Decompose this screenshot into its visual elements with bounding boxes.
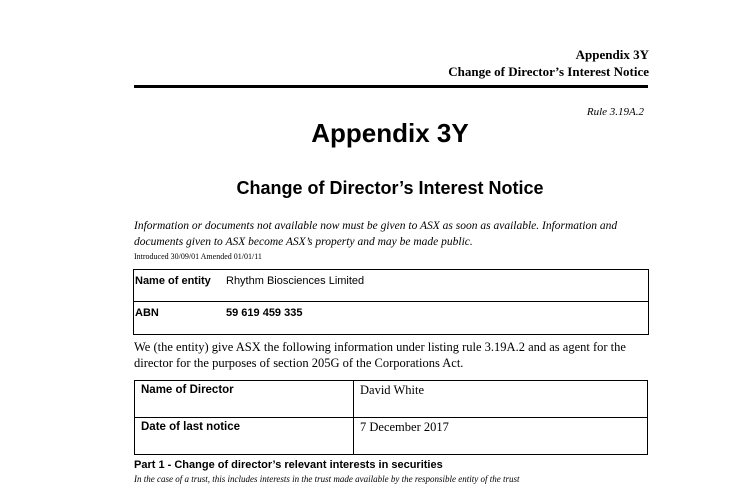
page-subtitle: Change of Director’s Interest Notice [236,178,544,198]
last-notice-value: 7 December 2017 [354,418,648,455]
header-appendix: Appendix 3Y [575,47,649,62]
director-table [134,380,648,455]
director-name-label: Name of Director [135,381,354,418]
header-notice-title: Change of Director’s Interest Notice [448,64,649,79]
director-name-value: David White [354,381,648,418]
intro-text: Information or documents not available now must be given to ASX as soon as available. Information and documents given to ASX become ASX’s property and may be made public. [134,220,618,248]
entity-name-row [134,270,649,302]
rule-reference: Rule 3.19A.2 [586,106,644,118]
entity-table [133,269,649,335]
entity-name-value: Rhythm Biosciences Limited [225,270,649,302]
director-name-row [135,381,648,418]
page-title: Appendix 3Y [311,118,469,148]
agent-paragraph: We (the entity) give ASX the following information under listing rule 3.19A.2 and as agent for the director for the purposes of section 205G of the Corporations Act. [134,340,626,370]
header-divider [134,85,648,88]
last-notice-row [135,418,648,455]
abn-value: 59 619 459 335 [225,302,649,335]
abn-row [134,302,649,335]
entity-name-label: Name of entity [134,270,226,302]
abn-label: ABN [134,302,226,335]
introduced-amended-note: Introduced 30/09/01 Amended 01/01/11 [134,252,262,261]
part1-note: In the case of a trust, this includes interests in the trust made available by the responsible entity of the trust [134,474,520,484]
part1-heading: Part 1 - Change of director’s relevant interests in securities [134,459,443,471]
last-notice-label: Date of last notice [135,418,354,455]
